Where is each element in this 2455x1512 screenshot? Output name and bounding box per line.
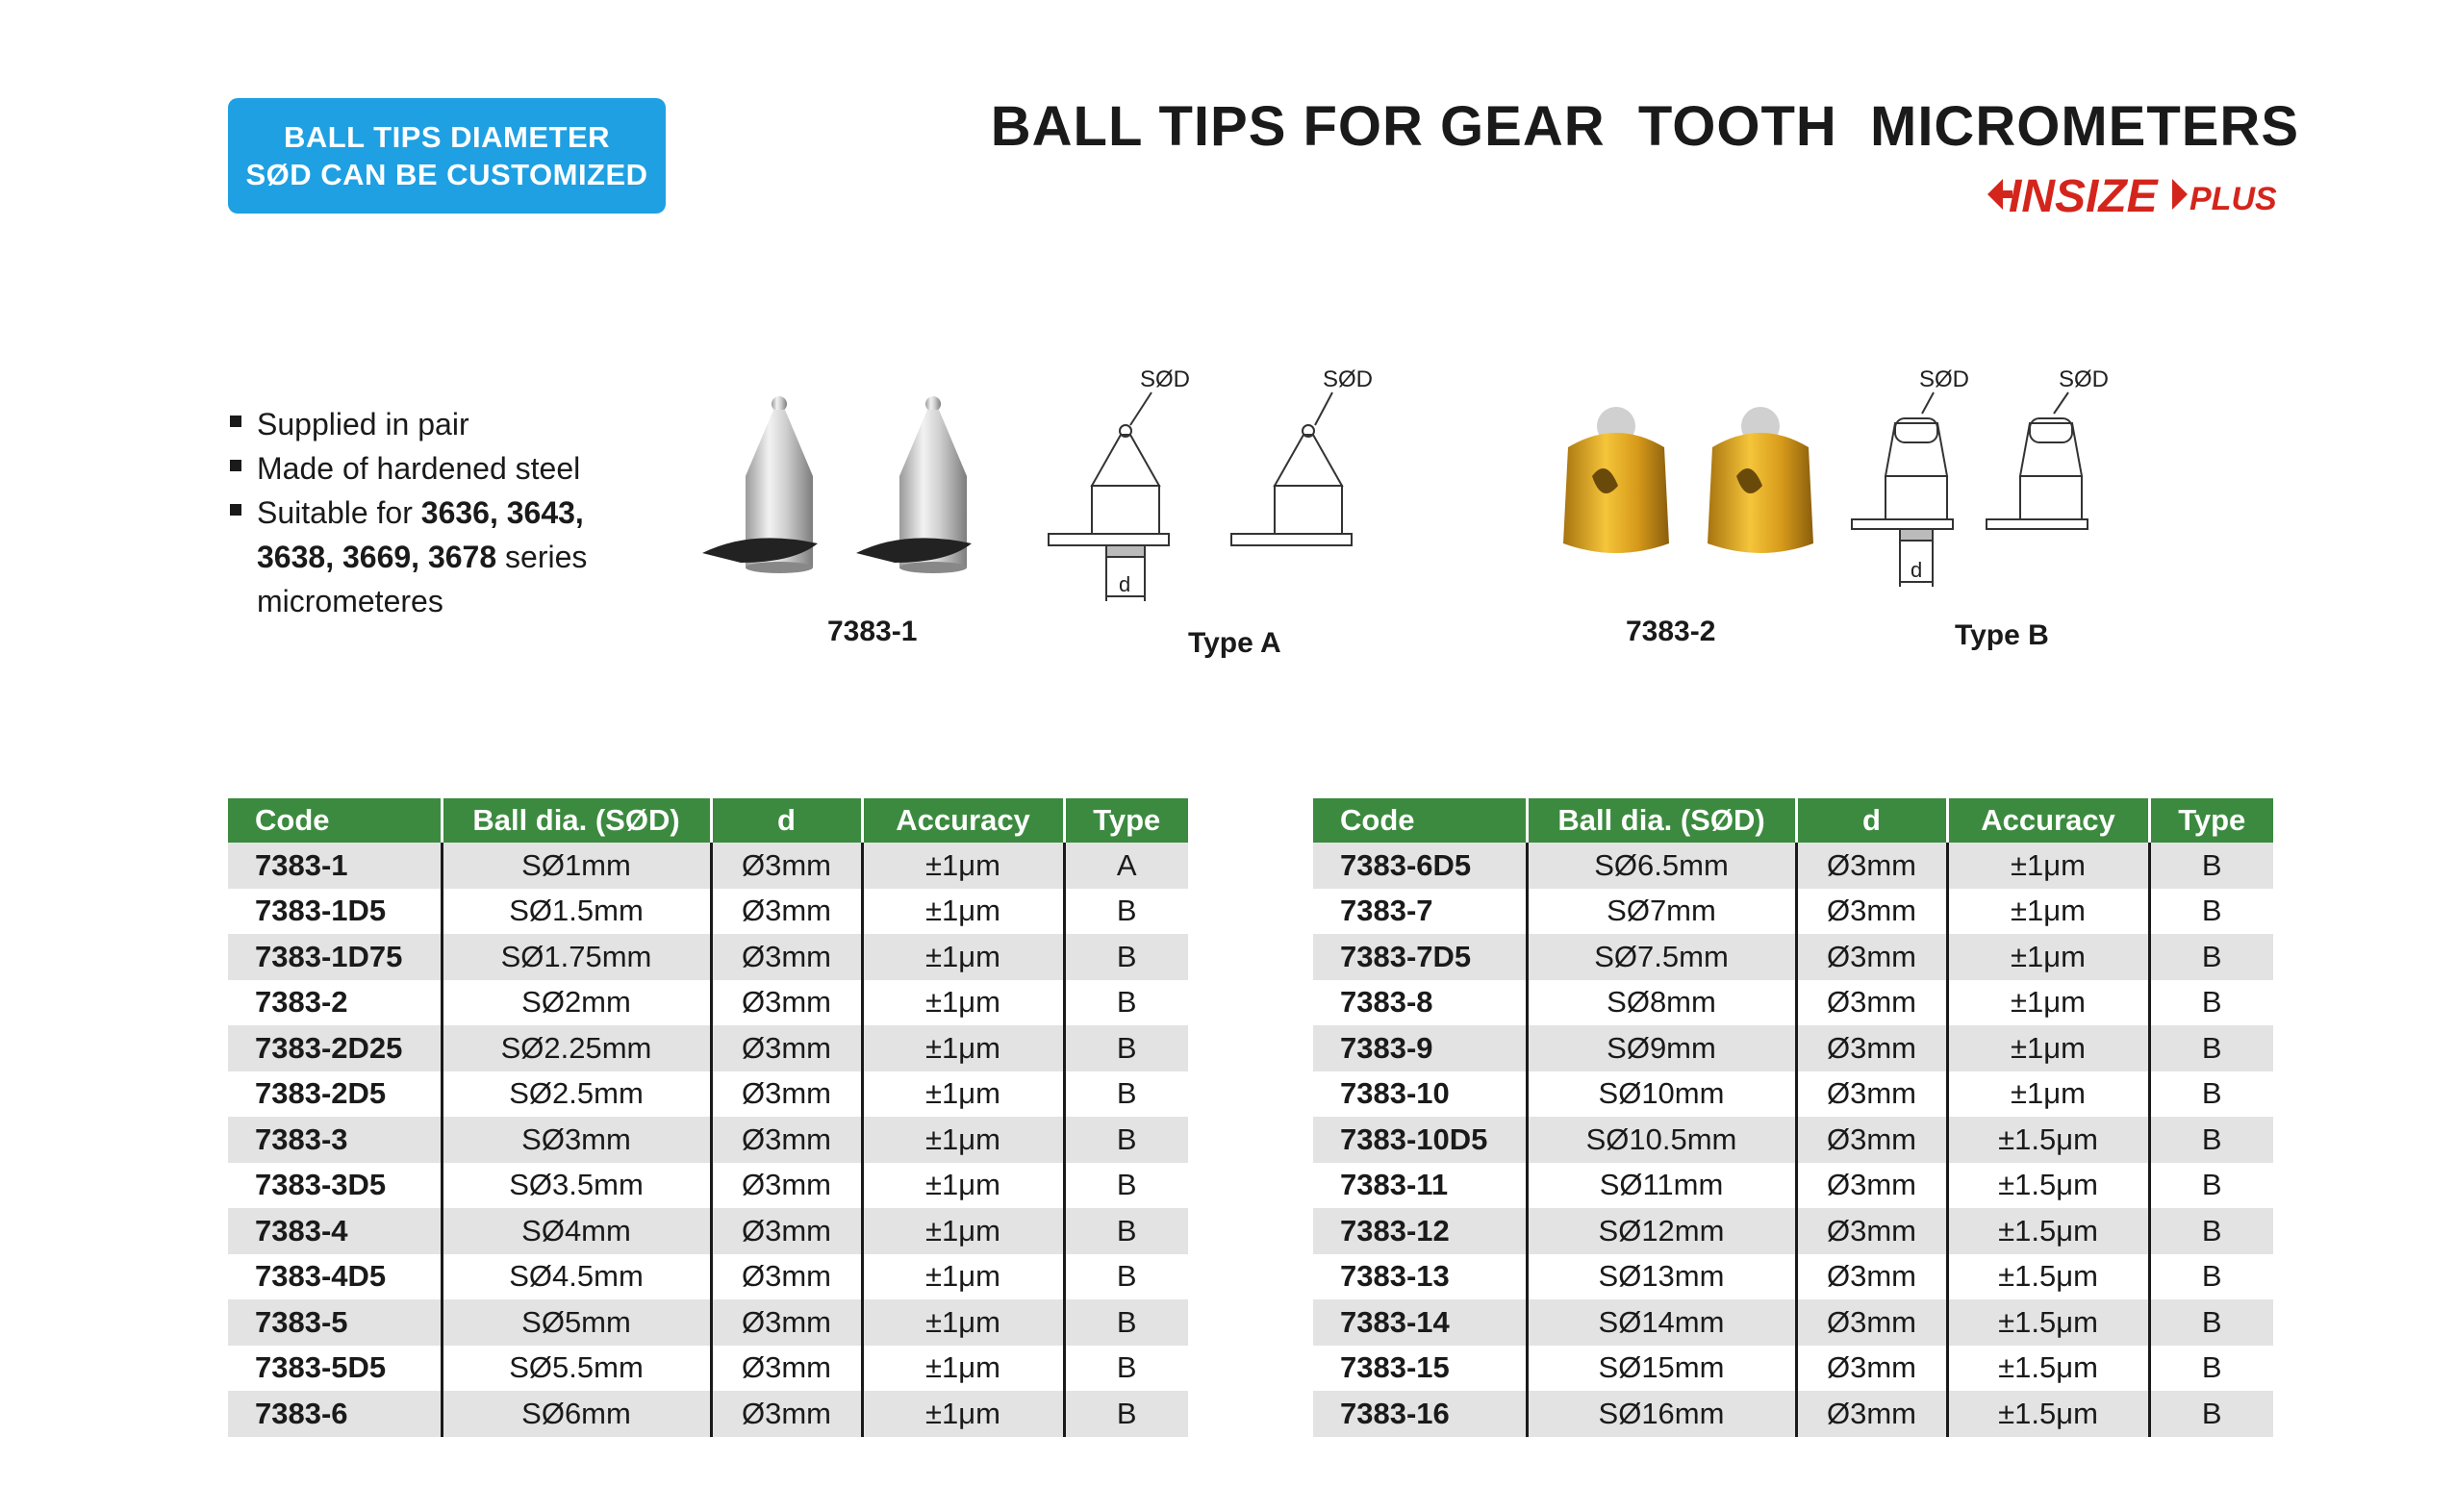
table-row [1313,1163,2273,1209]
cell-ball-dia: SØ9mm [1527,1025,1796,1071]
cell-code: 7383-16 [1313,1391,1527,1437]
cell-accuracy: ±1μm [862,1254,1064,1300]
cell-accuracy: ±1μm [1947,889,2149,935]
product-7383-1-photo [693,385,1010,592]
cell-type: B [1064,1299,1188,1346]
header-accuracy: Accuracy [862,798,1064,843]
cell-type: B [1064,889,1188,935]
cell-d: Ø3mm [1796,1025,1947,1071]
cell-d: Ø3mm [1796,1299,1947,1346]
cell-type: B [2149,1117,2273,1163]
cell-accuracy: ±1μm [1947,934,2149,980]
cell-accuracy: ±1.5μm [1947,1391,2149,1437]
page-title: BALL TIPS FOR GEAR TOOTH MICROMETERS [990,95,2299,158]
cell-type: B [2149,980,2273,1026]
cell-accuracy: ±1μm [862,1299,1064,1346]
header-ball-dia: Ball dia. (SØD) [1527,798,1796,843]
type-b-drawing [1837,365,2110,596]
type-a-d-label: d [1119,572,1131,596]
table-row [228,1254,1188,1300]
cell-code: 7383-7D5 [1313,934,1527,980]
cell-d: Ø3mm [1796,1346,1947,1392]
cell-d: Ø3mm [711,1254,862,1300]
cell-accuracy: ±1μm [862,1071,1064,1118]
header-type: Type [1064,798,1188,843]
cell-type: B [1064,1071,1188,1118]
cell-d: Ø3mm [1796,980,1947,1026]
cell-code: 7383-3 [228,1117,442,1163]
cell-code: 7383-13 [1313,1254,1527,1300]
customization-badge [228,98,666,214]
cell-code: 7383-7 [1313,889,1527,935]
cell-code: 7383-10 [1313,1071,1527,1118]
header-ball-dia: Ball dia. (SØD) [442,798,711,843]
type-b-sod-label-2: SØD [2059,366,2110,392]
cell-type: B [1064,1391,1188,1437]
header-d: d [1796,798,1947,843]
cell-code: 7383-6D5 [1313,843,1527,889]
cell-code: 7383-1D75 [228,934,442,980]
cell-ball-dia: SØ2.25mm [442,1025,711,1071]
cell-code: 7383-5D5 [228,1346,442,1392]
cell-code: 7383-1D5 [228,889,442,935]
feature-item: Made of hardened steel [228,446,651,491]
table-row [228,1117,1188,1163]
header-code: Code [1313,798,1527,843]
cell-type: B [2149,1163,2273,1209]
cell-code: 7383-5 [228,1299,442,1346]
cell-ball-dia: SØ7.5mm [1527,934,1796,980]
cell-ball-dia: SØ5.5mm [442,1346,711,1392]
cell-d: Ø3mm [1796,1391,1947,1437]
header-accuracy: Accuracy [1947,798,2149,843]
table-row [228,1208,1188,1254]
table-row [228,934,1188,980]
type-b-caption: Type B [1955,619,2049,651]
cell-code: 7383-14 [1313,1299,1527,1346]
cell-code: 7383-1 [228,843,442,889]
feature-item: Supplied in pair [228,402,651,446]
cell-type: B [2149,1254,2273,1300]
cell-ball-dia: SØ2mm [442,980,711,1026]
table-row [1313,843,2273,889]
cell-d: Ø3mm [711,1299,862,1346]
cell-ball-dia: SØ7mm [1527,889,1796,935]
cell-ball-dia: SØ4mm [442,1208,711,1254]
table-row [1313,1071,2273,1118]
type-a-drawing [1044,365,1374,606]
cell-type: A [1064,843,1188,889]
table-row [228,1071,1188,1118]
cell-ball-dia: SØ4.5mm [442,1254,711,1300]
cell-type: B [1064,980,1188,1026]
cell-accuracy: ±1.5μm [1947,1208,2149,1254]
cell-accuracy: ±1μm [862,980,1064,1026]
cell-code: 7383-2D5 [228,1071,442,1118]
cell-code: 7383-2D25 [228,1025,442,1071]
logo-suffix-text: PLUS [2189,181,2277,217]
cell-accuracy: ±1μm [862,889,1064,935]
cell-d: Ø3mm [711,1117,862,1163]
ball-tips-table-left [228,798,1188,1437]
badge-line-1: BALL TIPS DIAMETER [283,120,611,154]
table-row [1313,934,2273,980]
cell-ball-dia: SØ12mm [1527,1208,1796,1254]
cell-accuracy: ±1μm [862,1208,1064,1254]
cell-d: Ø3mm [711,1163,862,1209]
cell-code: 7383-8 [1313,980,1527,1026]
table-row [1313,1346,2273,1392]
cell-ball-dia: SØ10mm [1527,1071,1796,1118]
cell-ball-dia: SØ14mm [1527,1299,1796,1346]
cell-accuracy: ±1.5μm [1947,1117,2149,1163]
cell-d: Ø3mm [711,1025,862,1071]
table-row [228,1346,1188,1392]
table-row [1313,889,2273,935]
cell-d: Ø3mm [1796,889,1947,935]
cell-type: B [2149,889,2273,935]
cell-ball-dia: SØ10.5mm [1527,1117,1796,1163]
feature-item: Suitable for 3636, 3643, 3638, 3669, 3678 series micrometeres [228,491,651,623]
cell-type: B [2149,843,2273,889]
cell-ball-dia: SØ3mm [442,1117,711,1163]
cell-accuracy: ±1.5μm [1947,1346,2149,1392]
cell-d: Ø3mm [711,889,862,935]
logo-brand-text: INSIZE [2009,171,2158,222]
cell-code: 7383-3D5 [228,1163,442,1209]
cell-d: Ø3mm [1796,843,1947,889]
cell-code: 7383-4D5 [228,1254,442,1300]
cell-accuracy: ±1μm [862,1163,1064,1209]
cell-accuracy: ±1.5μm [1947,1299,2149,1346]
cell-accuracy: ±1.5μm [1947,1254,2149,1300]
table-row [228,1025,1188,1071]
feature-list [228,402,651,623]
cell-type: B [2149,1208,2273,1254]
cell-code: 7383-9 [1313,1025,1527,1071]
cell-d: Ø3mm [711,934,862,980]
type-b-d-label: d [1911,558,1923,582]
cell-ball-dia: SØ2.5mm [442,1071,711,1118]
header-code: Code [228,798,442,843]
table-row [1313,1391,2273,1437]
cell-ball-dia: SØ16mm [1527,1391,1796,1437]
cell-type: B [1064,1025,1188,1071]
table-row [1313,1254,2273,1300]
cell-type: B [2149,1346,2273,1392]
cell-d: Ø3mm [711,1208,862,1254]
cell-type: B [2149,934,2273,980]
cell-d: Ø3mm [711,980,862,1026]
badge-line-2: SØD CAN BE CUSTOMIZED [245,158,648,191]
cell-d: Ø3mm [1796,1163,1947,1209]
cell-ball-dia: SØ6.5mm [1527,843,1796,889]
table-row [228,1163,1188,1209]
table-row [1313,1117,2273,1163]
cell-ball-dia: SØ1.5mm [442,889,711,935]
cell-ball-dia: SØ5mm [442,1299,711,1346]
cell-type: B [1064,934,1188,980]
cell-type: B [2149,1391,2273,1437]
cell-code: 7383-11 [1313,1163,1527,1209]
cell-ball-dia: SØ1.75mm [442,934,711,980]
table-row [1313,1025,2273,1071]
cell-code: 7383-10D5 [1313,1117,1527,1163]
header-type: Type [2149,798,2273,843]
cell-accuracy: ±1μm [862,1025,1064,1071]
cell-accuracy: ±1μm [862,934,1064,980]
cell-ball-dia: SØ8mm [1527,980,1796,1026]
cell-type: B [1064,1117,1188,1163]
product-7383-2-photo [1549,399,1828,572]
cell-type: B [1064,1208,1188,1254]
cell-d: Ø3mm [1796,1208,1947,1254]
cell-accuracy: ±1μm [1947,1025,2149,1071]
cell-type: B [1064,1163,1188,1209]
cell-ball-dia: SØ3.5mm [442,1163,711,1209]
table-row [228,889,1188,935]
product-7383-2-caption: 7383-2 [1626,616,1716,647]
cell-type: B [1064,1346,1188,1392]
cell-code: 7383-4 [228,1208,442,1254]
cell-d: Ø3mm [711,1346,862,1392]
cell-accuracy: ±1μm [1947,980,2149,1026]
cell-accuracy: ±1μm [862,843,1064,889]
cell-accuracy: ±1μm [862,1117,1064,1163]
cell-type: B [2149,1025,2273,1071]
cell-ball-dia: SØ11mm [1527,1163,1796,1209]
type-a-caption: Type A [1188,627,1281,659]
cell-d: Ø3mm [1796,1117,1947,1163]
cell-d: Ø3mm [711,1391,862,1437]
type-a-sod-label-1: SØD [1140,366,1191,392]
cell-code: 7383-15 [1313,1346,1527,1392]
table-row [1313,1299,2273,1346]
cell-code: 7383-12 [1313,1208,1527,1254]
cell-type: B [1064,1254,1188,1300]
cell-accuracy: ±1μm [862,1346,1064,1392]
cell-accuracy: ±1μm [1947,1071,2149,1118]
cell-d: Ø3mm [1796,934,1947,980]
cell-ball-dia: SØ13mm [1527,1254,1796,1300]
type-b-sod-label-1: SØD [1919,366,1970,392]
cell-d: Ø3mm [1796,1254,1947,1300]
cell-d: Ø3mm [711,1071,862,1118]
cell-ball-dia: SØ1mm [442,843,711,889]
cell-accuracy: ±1μm [1947,843,2149,889]
product-7383-1-caption: 7383-1 [827,616,918,647]
cell-ball-dia: SØ15mm [1527,1346,1796,1392]
table-row [228,1391,1188,1437]
cell-d: Ø3mm [1796,1071,1947,1118]
type-a-sod-label-2: SØD [1323,366,1374,392]
cell-code: 7383-2 [228,980,442,1026]
table-row [228,980,1188,1026]
insize-plus-logo [1984,165,2301,223]
ball-tips-table-right [1313,798,2273,1437]
cell-accuracy: ±1μm [862,1391,1064,1437]
table-row [1313,980,2273,1026]
cell-type: B [2149,1071,2273,1118]
table-row [228,1299,1188,1346]
cell-type: B [2149,1299,2273,1346]
cell-accuracy: ±1.5μm [1947,1163,2149,1209]
cell-ball-dia: SØ6mm [442,1391,711,1437]
table-row [1313,1208,2273,1254]
header-d: d [711,798,862,843]
table-row [228,843,1188,889]
cell-code: 7383-6 [228,1391,442,1437]
cell-d: Ø3mm [711,843,862,889]
